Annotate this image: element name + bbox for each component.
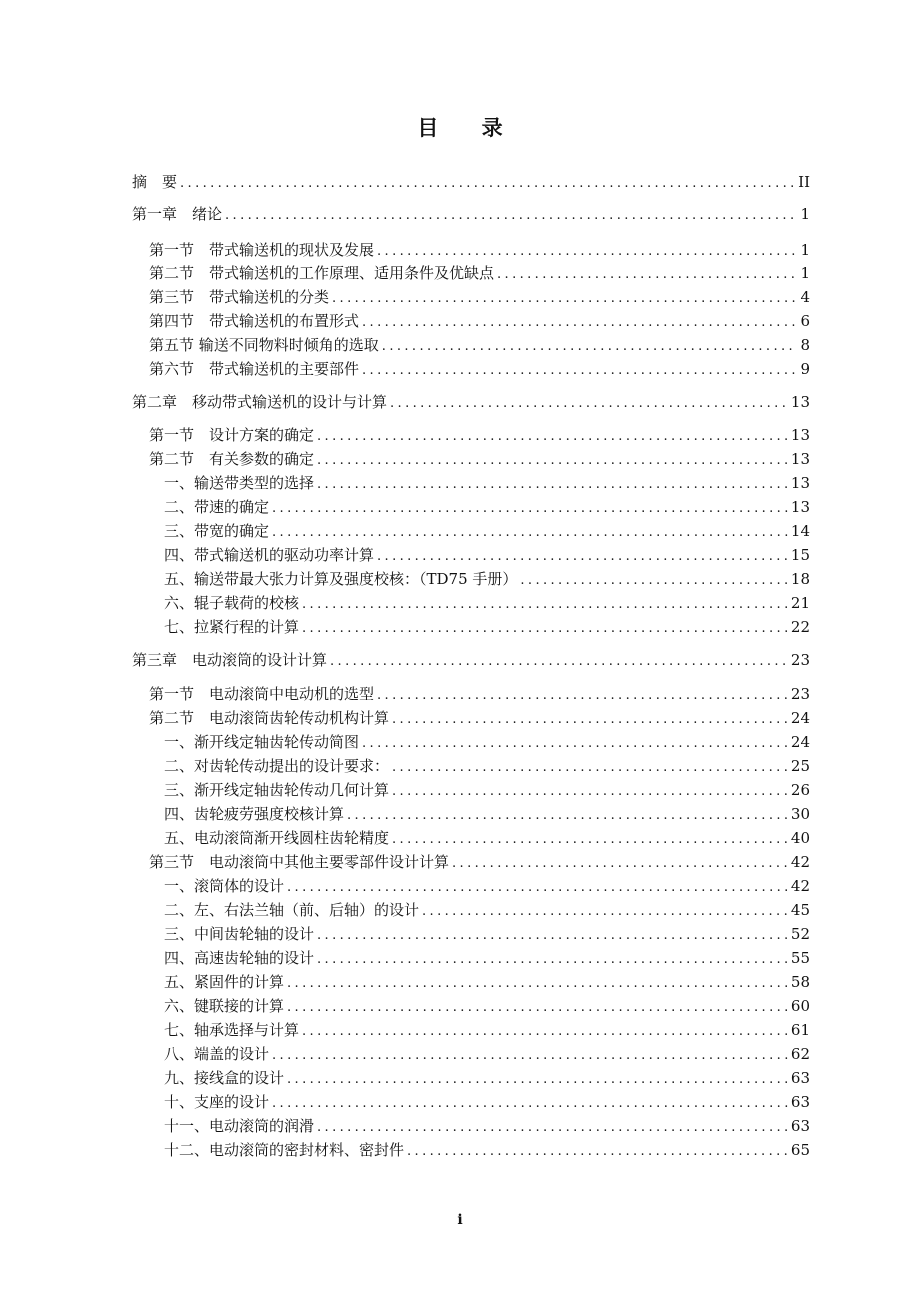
dot-leader	[377, 241, 797, 263]
dot-leader	[272, 1093, 788, 1115]
toc-entry-label: 三、中间齿轮轴的设计	[164, 925, 315, 943]
toc-entry-label: 第三节 电动滚筒中其他主要零部件设计计算	[149, 853, 450, 871]
toc-entry	[149, 358, 810, 380]
toc-entry	[164, 1019, 810, 1041]
toc-entry	[149, 448, 810, 470]
toc-entry	[164, 803, 810, 825]
dot-leader	[317, 450, 788, 472]
toc-entry	[149, 239, 810, 261]
toc-entry-page: 6	[800, 312, 810, 330]
toc-entry	[132, 649, 810, 671]
dot-leader	[390, 393, 788, 415]
toc-entry-label: 第二节 有关参数的确定	[149, 450, 315, 468]
dot-leader	[302, 1021, 788, 1043]
toc-entry-page: 61	[790, 1021, 810, 1039]
toc-entry	[164, 899, 810, 921]
toc-entry-page: 60	[790, 997, 810, 1015]
dot-leader	[497, 264, 797, 286]
toc-entry-label: 一、输送带类型的选择	[164, 474, 315, 492]
dot-leader	[392, 757, 788, 779]
toc-entry-page: 8	[800, 336, 810, 354]
dot-leader	[180, 173, 795, 195]
toc-entry	[164, 568, 810, 590]
dot-leader	[272, 1045, 788, 1067]
toc-entry-page: 18	[790, 570, 810, 588]
dot-leader	[407, 1141, 788, 1163]
dot-leader	[317, 925, 788, 947]
toc-entry-label: 十、支座的设计	[164, 1093, 270, 1111]
dot-leader	[392, 829, 788, 851]
toc-entry-page: 13	[790, 498, 810, 516]
toc-entry-label: 第二节 带式输送机的工作原理、适用条件及优缺点	[149, 264, 495, 282]
toc-entry	[164, 947, 810, 969]
dot-leader	[272, 498, 788, 520]
toc-entry	[164, 520, 810, 542]
toc-entry-page: 9	[800, 360, 810, 378]
dot-leader	[287, 877, 788, 899]
toc-entry-page: 63	[790, 1117, 810, 1135]
toc-entry	[164, 1043, 810, 1065]
dot-leader	[362, 360, 797, 382]
toc-entry-page: 42	[790, 853, 810, 871]
toc-entry-label: 第一节 带式输送机的现状及发展	[149, 241, 375, 259]
toc-entry-label: 七、拉紧行程的计算	[164, 618, 300, 636]
toc-entry-page: 15	[790, 546, 810, 564]
dot-leader	[392, 709, 788, 731]
toc-entry	[149, 851, 810, 873]
toc-entry-page: 24	[790, 709, 810, 727]
toc-entry-label: 四、齿轮疲劳强度校核计算	[164, 805, 345, 823]
toc-entry-page: 13	[790, 450, 810, 468]
toc-entry	[164, 731, 810, 753]
toc-entry	[132, 171, 810, 193]
toc-entry-page: 13	[790, 426, 810, 444]
toc-entry-label: 二、带速的确定	[164, 498, 270, 516]
toc-entry-page: 1	[800, 241, 810, 259]
dot-leader	[302, 618, 788, 640]
dot-leader	[382, 336, 798, 358]
toc-entry-page: 1	[800, 264, 810, 282]
toc-entry-label: 五、紧固件的计算	[164, 973, 285, 991]
toc-entry-label: 四、高速齿轮轴的设计	[164, 949, 315, 967]
toc-entry-label: 第三章 电动滚筒的设计计算	[132, 651, 328, 669]
dot-leader	[317, 949, 788, 971]
dot-leader	[377, 685, 788, 707]
toc-entry-label: 第一节 电动滚筒中电动机的选型	[149, 685, 375, 703]
dot-leader	[520, 570, 788, 592]
dot-leader	[287, 973, 788, 995]
dot-leader	[392, 781, 788, 803]
dot-leader	[302, 594, 788, 616]
dot-leader	[330, 651, 788, 673]
dot-leader	[287, 1069, 788, 1091]
toc-entry-label: 六、辊子载荷的校核	[164, 594, 300, 612]
dot-leader	[287, 997, 788, 1019]
toc-entry-label: 十一、电动滚筒的润滑	[164, 1117, 315, 1135]
toc-entry-page: 4	[800, 288, 810, 306]
toc-entry	[164, 1091, 810, 1113]
toc-entry-page: 23	[790, 651, 810, 669]
toc-entry-label: 三、渐开线定轴齿轮传动几何计算	[164, 781, 390, 799]
toc-entry	[164, 496, 810, 518]
dot-leader	[377, 546, 788, 568]
dot-leader	[347, 805, 788, 827]
toc-entry-page: 65	[790, 1141, 810, 1159]
toc-entry-page: 24	[790, 733, 810, 751]
toc-entry	[164, 1067, 810, 1089]
toc-entry-page: 40	[790, 829, 810, 847]
toc-entry-page: 63	[790, 1093, 810, 1111]
toc-entry	[132, 391, 810, 413]
toc-entry-label: 八、端盖的设计	[164, 1045, 270, 1063]
toc-entry-label: 一、渐开线定轴齿轮传动简图	[164, 733, 360, 751]
dot-leader	[317, 426, 788, 448]
toc-entry	[149, 286, 810, 308]
toc-entry	[164, 472, 810, 494]
toc-entry-page: 21	[790, 594, 810, 612]
toc-entry	[149, 683, 810, 705]
toc-entry-label: 第四节 带式输送机的布置形式	[149, 312, 360, 330]
toc-entry-page: 26	[790, 781, 810, 799]
toc-entry-label: 第二章 移动带式输送机的设计与计算	[132, 393, 388, 411]
toc-entry-page: 62	[790, 1045, 810, 1063]
toc-entry-label: 第三节 带式输送机的分类	[149, 288, 330, 306]
toc-entry-page: 58	[790, 973, 810, 991]
toc-entry	[164, 995, 810, 1017]
dot-leader	[225, 205, 797, 227]
toc-entry	[164, 971, 810, 993]
toc-entry	[149, 310, 810, 332]
toc-entry-label: 九、接线盒的设计	[164, 1069, 285, 1087]
toc-entry-label: 第二节 电动滚筒齿轮传动机构计算	[149, 709, 390, 727]
dot-leader	[422, 901, 788, 923]
toc-entry-page: 22	[790, 618, 810, 636]
toc-entry	[164, 1115, 810, 1137]
dot-leader	[317, 1117, 788, 1139]
toc-entry-page: II	[798, 173, 810, 191]
toc-entry-label: 三、带宽的确定	[164, 522, 270, 540]
toc-entry	[164, 616, 810, 638]
toc-entry	[149, 334, 810, 356]
toc-entry	[164, 544, 810, 566]
toc-entry-page: 55	[790, 949, 810, 967]
toc-entry	[164, 755, 810, 777]
toc-entry-label: 五、电动滚筒渐开线圆柱齿轮精度	[164, 829, 390, 847]
toc-entry	[149, 424, 810, 446]
dot-leader	[317, 474, 788, 496]
toc-entry	[164, 592, 810, 614]
dot-leader	[332, 288, 797, 310]
toc-entry-page: 23	[790, 685, 810, 703]
toc-entry-label: 十二、电动滚筒的密封材料、密封件	[164, 1141, 405, 1159]
toc-entry	[164, 923, 810, 945]
toc-entry-label: 第六节 带式输送机的主要部件	[149, 360, 360, 378]
dot-leader	[272, 522, 788, 544]
toc-entry-page: 42	[790, 877, 810, 895]
toc-entry	[149, 707, 810, 729]
toc-entry-page: 30	[790, 805, 810, 823]
toc-entry-label: 五、输送带最大张力计算及强度校核：（TD75 手册）	[164, 570, 518, 588]
toc-entry	[164, 779, 810, 801]
page-number: i	[457, 1212, 463, 1228]
toc-entry-label: 六、键联接的计算	[164, 997, 285, 1015]
dot-leader	[362, 733, 788, 755]
toc-entry-label: 第一节 设计方案的确定	[149, 426, 315, 444]
toc-entry-label: 一、滚筒体的设计	[164, 877, 285, 895]
toc-entry-label: 摘 要	[132, 173, 178, 191]
toc-entry-page: 52	[790, 925, 810, 943]
toc-entry-page: 25	[790, 757, 810, 775]
toc-entry-page: 13	[790, 393, 810, 411]
toc-entry-page: 1	[800, 205, 810, 223]
toc-entry-label: 二、对齿轮传动提出的设计要求：	[164, 757, 390, 775]
toc-entry-page: 14	[790, 522, 810, 540]
toc-entry-label: 第一章 绪论	[132, 205, 223, 223]
toc-entry	[164, 827, 810, 849]
toc-entry-label: 七、轴承选择与计算	[164, 1021, 300, 1039]
toc-entry-page: 63	[790, 1069, 810, 1087]
toc-entry-page: 45	[790, 901, 810, 919]
toc-entry-page: 13	[790, 474, 810, 492]
toc-entry-label: 二、左、右法兰轴（前、后轴）的设计	[164, 901, 420, 919]
toc-entry	[149, 262, 810, 284]
toc-entry-label: 第五节 输送不同物料时倾角的选取	[149, 336, 379, 354]
toc-entry	[132, 203, 810, 225]
page-title: 目 录	[417, 116, 521, 140]
toc-entry	[164, 1139, 810, 1161]
dot-leader	[452, 853, 788, 875]
toc-entry-label: 四、带式输送机的驱动功率计算	[164, 546, 375, 564]
toc-entry	[164, 875, 810, 897]
dot-leader	[362, 312, 797, 334]
